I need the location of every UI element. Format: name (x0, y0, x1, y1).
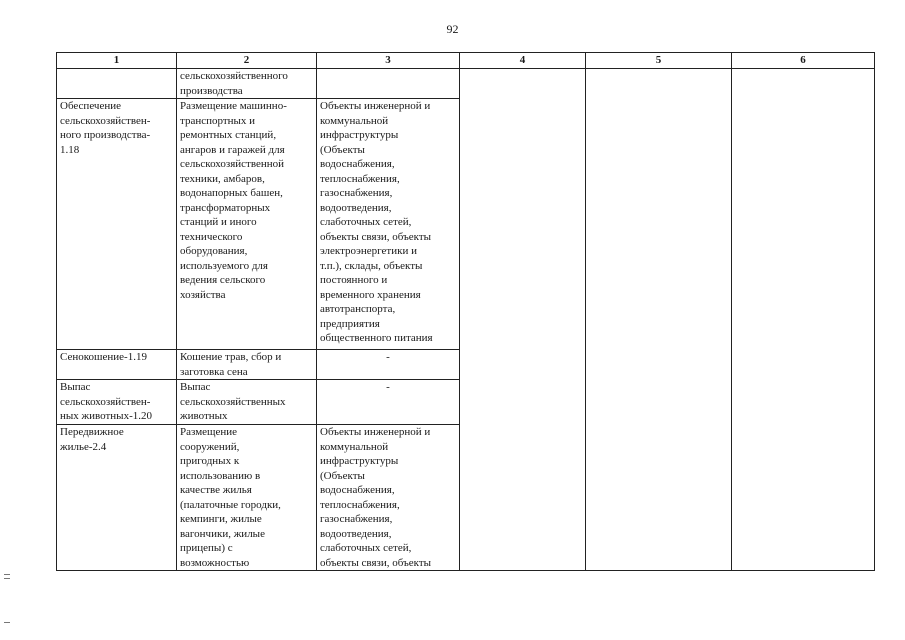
use-description-cell: сельскохозяйственного производства (177, 69, 317, 99)
use-type-cell: Обеспечение сельскохозяйствен- ного производства- 1.18 (57, 99, 177, 350)
column-header: 3 (317, 53, 460, 69)
column-header: 4 (460, 53, 586, 69)
table-header-row (57, 53, 875, 69)
column-header: 1 (57, 53, 177, 69)
column-5-cell (586, 69, 732, 571)
permitted-use-table (56, 52, 875, 571)
column-header: 6 (732, 53, 875, 69)
column-6-cell (732, 69, 875, 571)
use-type-cell: Передвижное жилье-2.4 (57, 425, 177, 571)
table-row (57, 69, 875, 99)
column-header: 5 (586, 53, 732, 69)
use-description-cell: Размещение машинно- транспортных и ремонтных станций, ангаров и гаражей для сельскохозяйственной техники, амбаров, водонапорных башен, трансформаторных станций и иного технического оборудования, используемого для ведения сельского хозяйства (177, 99, 317, 350)
page-number: 92 (446, 22, 459, 36)
column-4-cell (460, 69, 586, 571)
use-type-cell (57, 69, 177, 99)
margin-mark (4, 574, 10, 575)
auxiliary-use-cell: - (317, 350, 460, 380)
use-description-cell: Выпас сельскохозяйственных животных (177, 380, 317, 425)
margin-mark (4, 622, 10, 623)
auxiliary-use-cell: - (317, 380, 460, 425)
use-type-cell: Выпас сельскохозяйствен- ных животных-1.20 (57, 380, 177, 425)
use-type-cell: Сенокошение-1.19 (57, 350, 177, 380)
use-description-cell: Кошение трав, сбор и заготовка сена (177, 350, 317, 380)
auxiliary-use-cell: Объекты инженерной и коммунальной инфраструктуры (Объекты водоснабжения, теплоснабжения, газоснабжения, водоотведения, слаботочных сетей, объекты связи, объекты электроэнергетики и т.п.), склады, объекты постоянного и временного хранения автотранспорта, предприятия общественного питания (317, 99, 460, 350)
use-description-cell: Размещение сооружений, пригодных к использованию в качестве жилья (палаточные городки, кемпинги, жилые вагончики, жилые прицепы) с возможностью (177, 425, 317, 571)
auxiliary-use-cell (317, 69, 460, 99)
auxiliary-use-cell: Объекты инженерной и коммунальной инфраструктуры (Объекты водоснабжения, теплоснабжения, газоснабжения, водоотведения, слаботочных сетей, объекты связи, объекты (317, 425, 460, 571)
margin-mark (4, 578, 10, 579)
column-header: 2 (177, 53, 317, 69)
